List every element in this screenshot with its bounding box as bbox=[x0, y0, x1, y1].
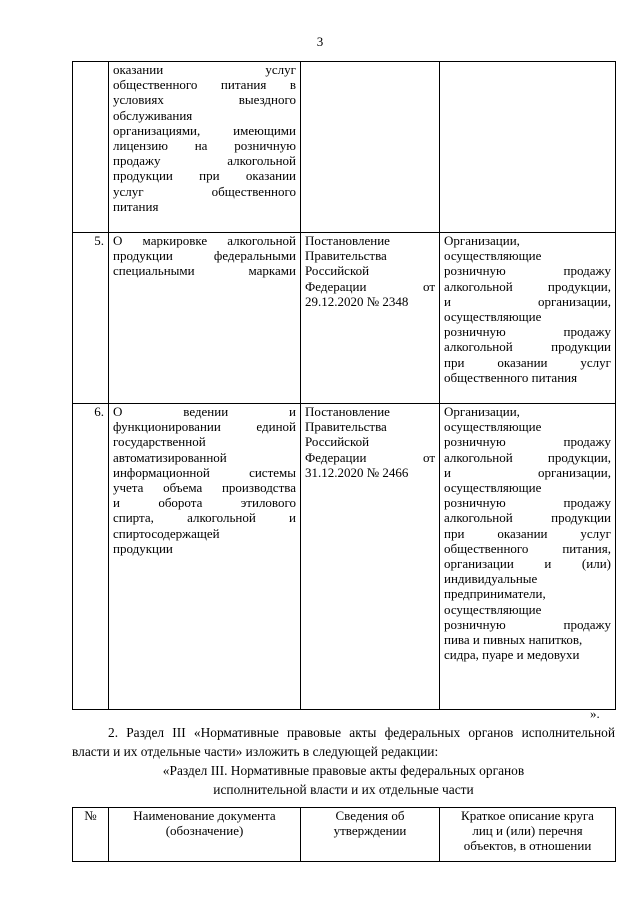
approval-cell bbox=[301, 404, 440, 710]
cell-line: Сведения об bbox=[335, 808, 405, 823]
page-number: 3 bbox=[316, 34, 324, 49]
cell-line: организациями, имеющими bbox=[113, 122, 296, 138]
row-number-cell: 6. bbox=[73, 404, 109, 710]
cell-line: сидра, пуаре и медовухи bbox=[444, 647, 580, 663]
requirements-table bbox=[72, 61, 616, 710]
cell-line: Российской bbox=[305, 434, 370, 450]
document-name-cell bbox=[109, 404, 301, 710]
cell-line: пива и пивных напитков, bbox=[444, 632, 583, 648]
cell-line: питания bbox=[113, 198, 159, 214]
approval-cell bbox=[301, 233, 440, 404]
cell-line: и организации, bbox=[444, 293, 611, 309]
cell-line: алкогольной продукции bbox=[444, 339, 611, 355]
cell-line: Организации, bbox=[444, 233, 520, 248]
cell-line: розничную продажу bbox=[444, 616, 611, 632]
table-row-continued bbox=[73, 62, 616, 233]
cell-line: Постановление bbox=[305, 404, 390, 419]
cell-line: осуществляющие bbox=[444, 601, 542, 617]
cell-line: утверждении bbox=[333, 823, 407, 839]
cell-line: Федерации от bbox=[305, 278, 435, 294]
cell-line: Федерации от bbox=[305, 449, 435, 465]
cell-line: предприниматели, bbox=[444, 586, 546, 602]
cell-line: Правительства bbox=[305, 248, 387, 264]
cell-line: специальными марками bbox=[113, 263, 296, 279]
cell-line: Правительства bbox=[305, 419, 387, 435]
header-row bbox=[73, 808, 616, 862]
cell-line: обслуживания bbox=[113, 107, 193, 123]
cell-line: розничную продажу bbox=[444, 495, 611, 511]
cell-line: осуществляющие bbox=[444, 480, 542, 496]
cell-line: розничную продажу bbox=[444, 434, 611, 450]
cell-line: автоматизированной bbox=[113, 449, 227, 465]
cell-line: розничную продажу bbox=[444, 263, 611, 279]
cell-line: условиях выездного bbox=[113, 92, 296, 108]
cell-line: 29.12.2020 № 2348 bbox=[305, 293, 409, 309]
cell-line: услуг общественного bbox=[113, 183, 296, 199]
cell-line: осуществляющие bbox=[444, 419, 542, 435]
cell-line: 31.12.2020 № 2466 bbox=[305, 464, 409, 480]
cell-line: функционировании единой bbox=[113, 419, 296, 435]
cell-line: Постановление bbox=[305, 233, 390, 248]
cell-line: продукции федеральными bbox=[113, 248, 296, 264]
cell-line: при оказании услуг bbox=[444, 525, 611, 541]
cell-line: продукции при оказании bbox=[113, 168, 296, 184]
cell-line: оказании услуг bbox=[113, 62, 296, 77]
cell-line: и организации, bbox=[444, 464, 611, 480]
cell-line: алкогольной продукции, bbox=[444, 449, 611, 465]
closing-quote-mark: ». bbox=[590, 706, 600, 721]
header-scope-cell bbox=[440, 808, 616, 862]
cell-line: Краткое описание круга bbox=[461, 808, 594, 823]
cell-line: при оказании услуг bbox=[444, 354, 611, 370]
cell-line: О ведении и bbox=[113, 404, 296, 419]
cell-line: общественного питания в bbox=[113, 77, 296, 93]
cell-line: (обозначение) bbox=[165, 823, 244, 839]
row-number-cell: 5. bbox=[73, 233, 109, 404]
cell-line: алкогольной продукции, bbox=[444, 278, 611, 294]
cell-line: и оборота этилового bbox=[113, 495, 296, 511]
header-document-name-cell bbox=[109, 808, 301, 862]
cell-line: общественного питания, bbox=[444, 540, 611, 556]
cell-line: осуществляющие bbox=[444, 309, 542, 325]
section-iii-table-header bbox=[72, 807, 616, 862]
cell-line: Организации, bbox=[444, 404, 520, 419]
row-number-cell bbox=[73, 62, 109, 233]
section-heading-line: «Раздел III. Нормативные правовые акты федеральных органов bbox=[162, 763, 525, 778]
section-heading bbox=[72, 761, 615, 799]
cell-line: Наименование документа bbox=[133, 808, 276, 823]
cell-line: осуществляющие bbox=[444, 248, 542, 264]
paragraph-2: 2. Раздел III «Нормативные правовые акты федеральных органов исполнительной власти и их отдельные части» изложить в следующей редакции: bbox=[72, 725, 615, 759]
table-row bbox=[73, 233, 616, 404]
cell-line: спиртосодержащей bbox=[113, 525, 220, 541]
cell-line: розничную продажу bbox=[444, 324, 611, 340]
cell-line: объектов, в отношении bbox=[463, 838, 592, 854]
document-name-cell bbox=[109, 233, 301, 404]
cell-line: продукции bbox=[113, 540, 173, 556]
scope-cell bbox=[440, 404, 616, 710]
table-row bbox=[73, 404, 616, 710]
cell-line: государственной bbox=[113, 434, 206, 450]
cell-line: лицензию на розничную bbox=[113, 138, 296, 154]
cell-line: общественного питания bbox=[444, 369, 578, 385]
section-heading-line: исполнительной власти и их отдельные части bbox=[213, 782, 474, 797]
scope-cell bbox=[440, 233, 616, 404]
approval-cell bbox=[301, 62, 440, 233]
scope-cell bbox=[440, 62, 616, 233]
document-name-cell bbox=[109, 62, 301, 233]
cell-line: Российской bbox=[305, 263, 370, 279]
cell-line: организации и (или) bbox=[444, 556, 611, 572]
cell-line: спирта, алкогольной и bbox=[113, 510, 296, 526]
header-number-cell: № bbox=[73, 808, 109, 862]
cell-line: учета объема производства bbox=[113, 480, 296, 496]
header-approval-cell bbox=[301, 808, 440, 862]
cell-line: О маркировке алкогольной bbox=[113, 233, 296, 248]
cell-line: индивидуальные bbox=[444, 571, 538, 587]
cell-line: лиц и (или) перечня bbox=[472, 823, 583, 839]
cell-line: алкогольной продукции bbox=[444, 510, 611, 526]
cell-line: продажу алкогольной bbox=[113, 153, 296, 169]
cell-line: информационной системы bbox=[113, 464, 296, 480]
